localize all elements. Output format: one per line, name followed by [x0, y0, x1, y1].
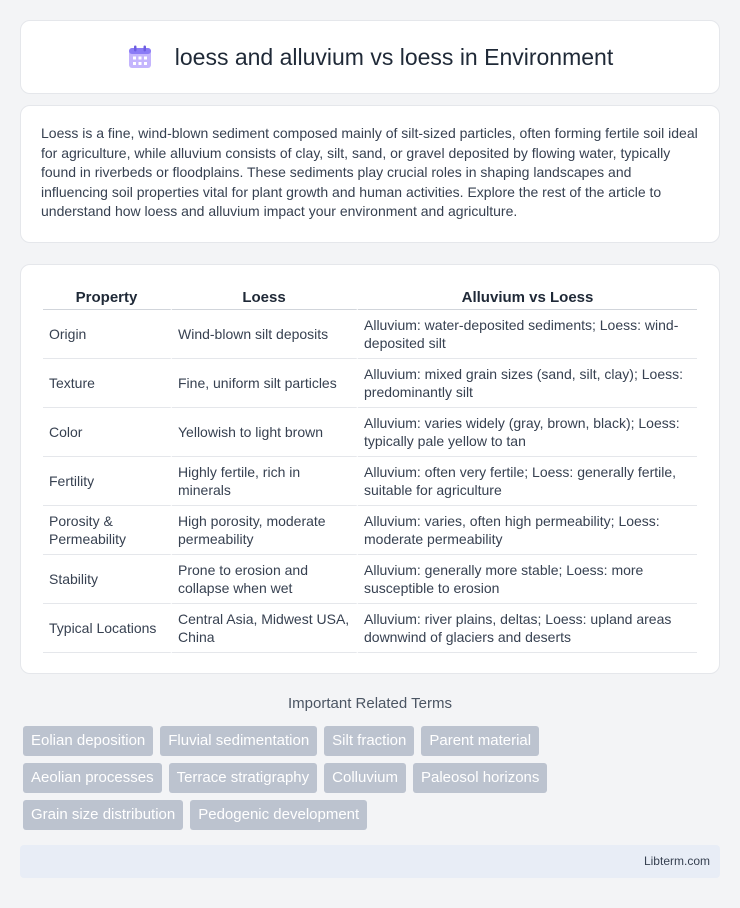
tag-row — [23, 800, 723, 830]
related-terms-title: Important Related Terms — [288, 695, 452, 712]
tag-fluvial-sedimentation[interactable]: Fluvial sedimentation — [160, 726, 317, 756]
tag-paleosol-horizons[interactable]: Paleosol horizons — [413, 763, 547, 793]
tag-eolian-deposition[interactable]: Eolian deposition — [23, 726, 153, 756]
header-loess: Loess — [172, 281, 358, 310]
tag-terrace-stratigraphy[interactable]: Terrace stratigraphy — [169, 763, 318, 793]
cell-comparison: Alluvium: generally more stable; Loess: more susceptible to erosion — [358, 555, 697, 604]
cell-property: Color — [43, 408, 172, 457]
cell-property: Origin — [43, 310, 172, 359]
table-header-row — [43, 281, 697, 310]
cell-loess: Highly fertile, rich in minerals — [172, 457, 358, 506]
page-title-text: loess and alluvium vs loess in Environment — [174, 43, 614, 70]
cell-loess: Prone to erosion and collapse when wet — [172, 555, 358, 604]
cell-property: Porosity & Permeability — [43, 506, 172, 555]
cell-property: Texture — [43, 359, 172, 408]
header-alluvium-vs-loess: Alluvium vs Loess — [358, 281, 697, 310]
header-card — [20, 20, 720, 94]
cell-comparison: Alluvium: water-deposited sediments; Loess: wind-deposited silt — [358, 310, 697, 359]
comparison-table — [43, 281, 697, 653]
cell-property: Fertility — [43, 457, 172, 506]
table-row — [43, 408, 697, 457]
table-row — [43, 506, 697, 555]
cell-loess: High porosity, moderate permeability — [172, 506, 358, 555]
cell-comparison: Alluvium: often very fertile; Loess: generally fertile, suitable for agriculture — [358, 457, 697, 506]
tag-row — [23, 726, 723, 756]
tag-colluvium[interactable]: Colluvium — [324, 763, 406, 793]
cell-loess: Central Asia, Midwest USA, China — [172, 604, 358, 653]
related-terms-tags — [23, 726, 723, 837]
table-row — [43, 604, 697, 653]
footer-site-link[interactable]: Libterm.com — [643, 854, 710, 868]
table-row — [43, 457, 697, 506]
tag-aeolian-processes[interactable]: Aeolian processes — [23, 763, 162, 793]
cell-comparison: Alluvium: mixed grain sizes (sand, silt, clay); Loess: predominantly silt — [358, 359, 697, 408]
cell-loess: Yellowish to light brown — [172, 408, 358, 457]
cell-comparison: Alluvium: river plains, deltas; Loess: upland areas downwind of glaciers and deserts — [358, 604, 697, 653]
intro-card — [20, 105, 720, 243]
tag-grain-size-distribution[interactable]: Grain size distribution — [23, 800, 183, 830]
intro-paragraph: Loess is a fine, wind-blown sediment composed mainly of silt-sized particles, often forming fertile soil ideal for agriculture, while alluvium consists of clay, silt, sand, or gravel deposited by flowing water, typically found in riverbeds or floodplains. These sediments play crucial roles in shaping landscapes and influencing soil properties vital for plant growth and human activities. Explore the rest of the article to understand how loess and alluvium impact your environment and agriculture. — [41, 125, 698, 219]
page-title — [127, 44, 613, 71]
cell-property: Typical Locations — [43, 604, 172, 653]
cell-loess: Fine, uniform silt particles — [172, 359, 358, 408]
tag-silt-fraction[interactable]: Silt fraction — [324, 726, 414, 756]
tag-pedogenic-development[interactable]: Pedogenic development — [190, 800, 367, 830]
table-row — [43, 310, 697, 359]
table-row — [43, 359, 697, 408]
calendar-icon — [127, 44, 153, 70]
cell-comparison: Alluvium: varies, often high permeability; Loess: moderate permeability — [358, 506, 697, 555]
tag-parent-material[interactable]: Parent material — [421, 726, 539, 756]
tag-row — [23, 763, 723, 793]
cell-property: Stability — [43, 555, 172, 604]
cell-loess: Wind-blown silt deposits — [172, 310, 358, 359]
table-row — [43, 555, 697, 604]
footer — [20, 845, 720, 878]
cell-comparison: Alluvium: varies widely (gray, brown, black); Loess: typically pale yellow to tan — [358, 408, 697, 457]
comparison-table-card — [20, 264, 720, 674]
header-property: Property — [43, 281, 172, 310]
